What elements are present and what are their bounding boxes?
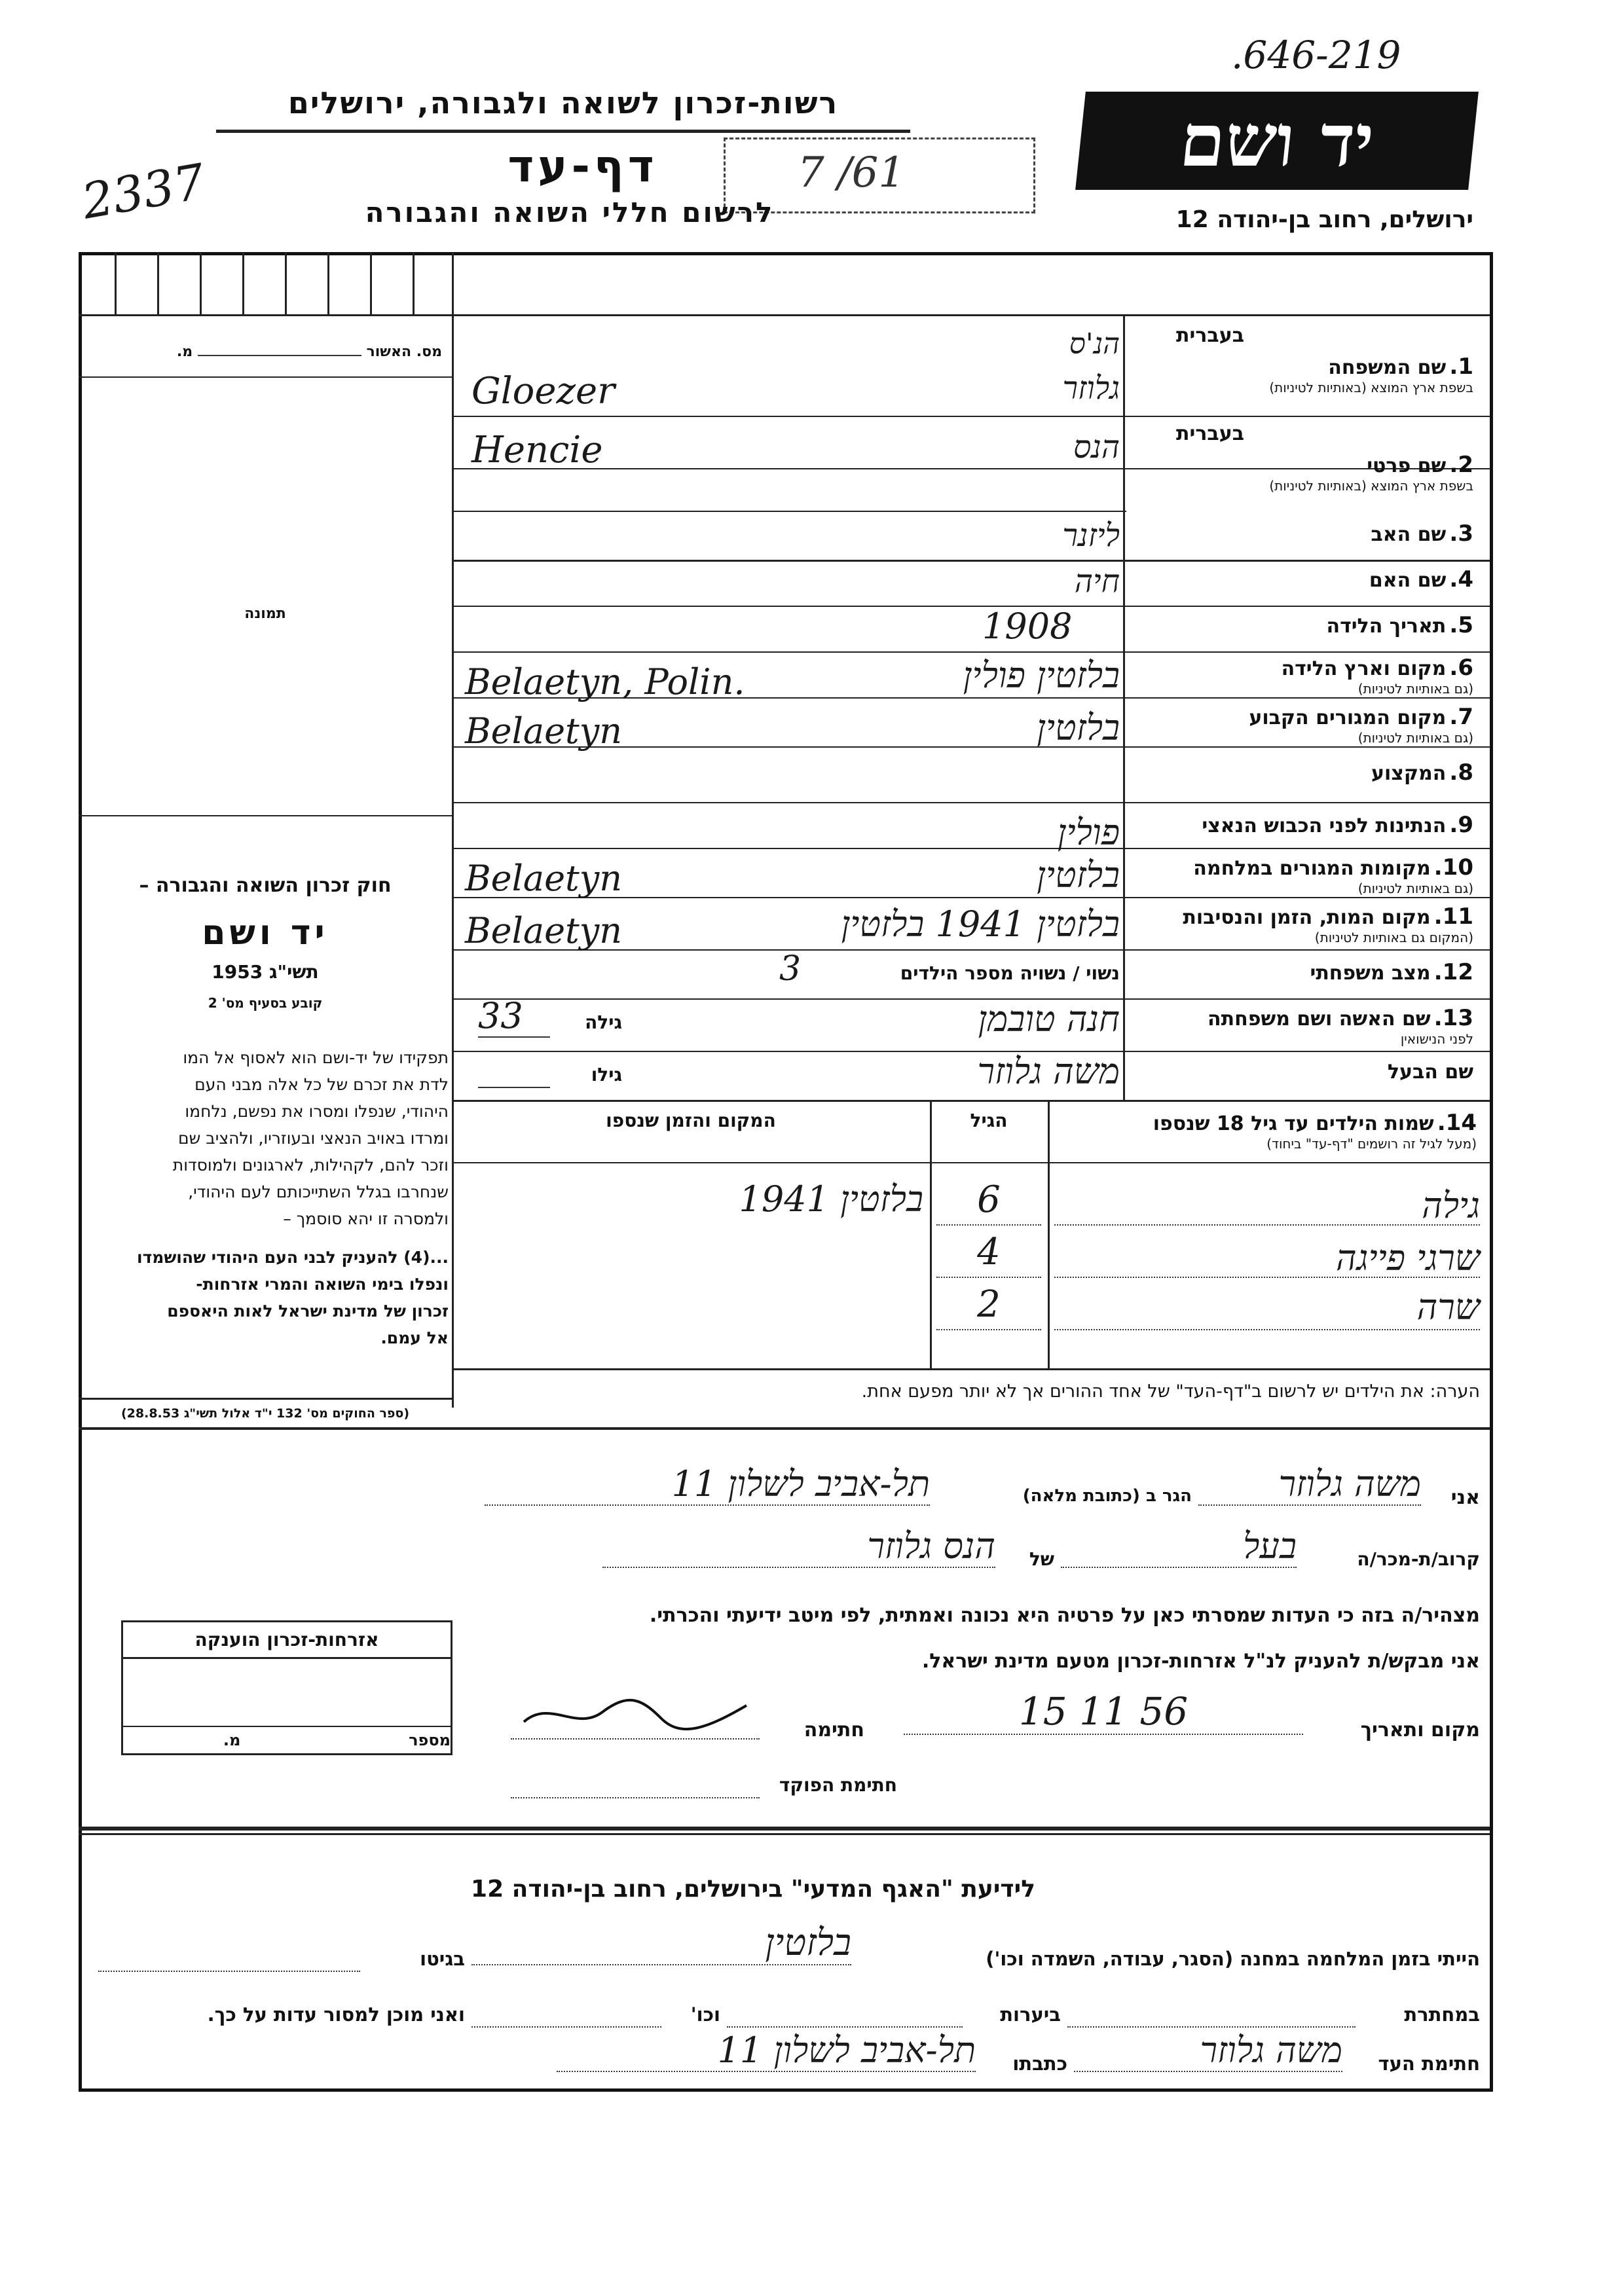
official-signature-label: חתימת הפוקד [779,1774,897,1796]
field-7-hw-he[interactable]: בלזטין [1037,707,1120,748]
logo-text: יד ושם [1175,98,1378,183]
note-text: הערה: את הילדים יש לרשום ב"דף-העד" של אחד ההורים אך לא יותר מפעם אחת. [861,1381,1480,1402]
cert-box-number-row [123,1726,451,1749]
cert-box-title: אזרחות-זכרון הוענקה [123,1622,451,1659]
field-13-age-label: גילה [585,1011,622,1033]
field-label: שם האב [1371,523,1447,546]
field-12-label [1133,959,1473,985]
children-header [1058,1110,1477,1152]
field-sub: (המקום גם באותיות לטיניות) [1314,930,1473,945]
label-col-divider [1123,314,1125,1100]
law-text-line: תפקידו של יד-ושם הוא לאסוף אל המו [183,1048,449,1067]
field-number: 10. [1433,854,1473,881]
husband-hw-name[interactable]: משה גלוזר [977,1051,1120,1092]
camp-line-value[interactable]: בלזטין [471,1922,851,1965]
law-text-line: אל עמם. [380,1328,449,1347]
field-9-label [1133,812,1473,838]
form-title: דף-עד [507,141,658,192]
field-11-hw-he[interactable]: בלזטין 1941 בלזטין [841,903,1120,945]
address-label: הגר ב (כתובת מלאה) [1022,1486,1192,1506]
husband-age-label: גילו [591,1064,622,1085]
children-col-divider-name [1048,1100,1050,1368]
etc-label: וכו' [690,2003,720,2026]
field-number: 1. [1449,354,1473,380]
field-number: 12. [1433,959,1473,985]
field-2-label [1133,452,1473,494]
law-title: חוק זכרון השואה והגבורה – [139,874,392,897]
field-1-label [1133,354,1473,395]
field-label: הנתינות לפני הכבוש הנאצי [1202,814,1447,837]
law-text-line: ולמסרה זו יהא סוסמך – [283,1209,449,1228]
signature-label: חתימה [803,1719,864,1741]
declarant-address[interactable]: תל-אביב לשלון 11 [485,1463,930,1506]
field-number: 9. [1449,812,1473,838]
field-10-hw-lat[interactable]: Belaetyn [465,858,623,899]
declarant-name[interactable]: משה גלוזר [1198,1463,1421,1506]
children-sub: (מעל לגיל זה רושמים "דף-עד" ביחוד) [1266,1136,1477,1152]
child-age[interactable]: 4 [977,1231,1001,1273]
field-number: 8. [1449,759,1473,786]
note-top-divider [452,1368,1490,1370]
child-name[interactable]: שרה [1416,1286,1480,1328]
law-clause: קובע בסעיף מס' 2 [208,995,323,1011]
archive-number: .646-219 [1231,33,1401,77]
field-label: שם האשה ושם משפחתה [1208,1008,1431,1030]
law-text-line: ...(4) להעניק לבני העם היהודי שהושמדו [136,1248,449,1267]
field-sub: (גם באותיות לטיניות) [1357,730,1473,746]
field-label: שם האם [1369,569,1447,592]
field-label: מקומות המגורים במלחמה [1193,857,1431,880]
law-name: יד ושם [202,913,329,953]
law-text-line: לדת את זכרם של כל אלה מבני העם [194,1075,449,1094]
field-label: מצב משפחתי [1310,962,1431,985]
org-line: רשות-זכרון לשואה ולגבורה, ירושלים [287,85,839,120]
field-label: שם המשפחה [1328,356,1447,379]
form-subtitle: לרשום חללי השואה והגבורה [365,196,775,228]
header-address: ירושלים, רחוב בן-יהודה 12 [1175,206,1473,233]
ready-to-testify: ואני מוכן למסור עדות על כך. [207,2003,465,2026]
field-5-label [1133,612,1473,638]
left-col-divider [452,314,454,1408]
law-text-line: שנחרבו בגלל השתייכותם לעם היהודי, [188,1182,449,1201]
forests-label: ביערות [1000,2003,1061,2026]
place-date-label: מקום ותאריך [1360,1719,1480,1741]
corner-number: 2337 [77,153,210,230]
field-number: 2. [1449,452,1473,478]
serial-label: מס. האשור [366,344,442,360]
law-text-line: וזכר להם, לקהילות, לארגונים ולמוסדות [172,1156,449,1175]
child-place[interactable]: בלזטין 1941 [739,1178,923,1220]
children-header-divider [452,1162,1490,1163]
field-sub: (גם באותיות לטיניות) [1357,881,1473,896]
field-4-hw[interactable]: חיה [1074,563,1120,600]
serial-row [88,344,442,360]
field-sub: (גם באותיות לטיניות) [1357,681,1473,697]
ghetto-line[interactable] [98,1971,360,1972]
husband-label [1133,1061,1473,1084]
signature-scribble [511,1686,760,1738]
etc-line[interactable] [471,2026,661,2028]
org-underline [216,130,910,133]
field-2-hw-lat[interactable]: Hencie [471,429,603,471]
field-11-hw-lat[interactable]: Belaetyn [465,910,623,951]
field-6-hw-lat[interactable]: Belaetyn, Polin. [465,661,745,702]
field-10-hw-he[interactable]: בלזטין [1037,854,1120,896]
field-1-hw-top: הנ'ס [1069,327,1120,361]
children-place-header: המקום והזמן שנספו [606,1110,776,1131]
photo-divider [79,815,452,816]
field-label: המקצוע [1371,762,1447,785]
bottom-divider-2 [79,1833,1490,1835]
child-name[interactable]: גילה [1422,1185,1480,1226]
law-bottom-divider [79,1398,452,1400]
declarant-signature[interactable] [511,1686,760,1740]
field-number: 7. [1449,704,1473,730]
field-13-label [1133,1005,1473,1047]
field-12-hw-children[interactable]: 3 [779,949,802,989]
of-value[interactable]: הנס גלוזר [602,1525,995,1568]
cert-box-num-label: מספר [409,1731,451,1749]
law-reference: (ספר החוקים מס' 132 י"ד אלול תשי"ג 28.8.53) [120,1406,410,1421]
field-number: 5. [1449,612,1473,638]
witness-addr-value[interactable]: תל-אביב לשלון 11 [557,2030,976,2072]
underground-line[interactable] [1067,2026,1356,2028]
field-13-hw-age[interactable]: 33 [478,995,550,1038]
underground-label: במחתרת [1404,2003,1480,2026]
of-label: של [1029,1548,1054,1570]
children-title: שמות הילדים עד גיל 18 שנספו [1153,1112,1434,1135]
field-2-hw-he[interactable]: הנס [1073,429,1120,465]
law-year: תשי"ג 1953 [212,961,319,983]
witness-sig-label: חתימת העד [1378,2052,1480,2075]
law-text-line: ונפלו בימי השואה והמרי אזרחות- [196,1275,449,1294]
field-label: מקום וארץ הלידה [1281,657,1447,680]
children-col-divider-age [930,1100,932,1368]
witness-addr-label: כתבתו [1012,2052,1067,2075]
statement-2: אני מבקש/ת להעניק לנ"ל אזרחות-זכרון מטעם מדינת ישראל. [921,1650,1480,1673]
field-label: שם פרטי [1367,454,1447,477]
field-8-label [1133,759,1473,786]
bottom-title: לידיעת "האגף המדעי" בירושלים, רחוב בן-יהודה 12 [471,1876,1035,1903]
field-3-label [1133,520,1473,547]
child-name[interactable]: שרגי פייגה [1336,1237,1480,1279]
field-13-hw-name[interactable]: חנה טובמן [978,998,1120,1040]
bottom-divider-1 [79,1827,1490,1831]
field-7-label [1133,704,1473,746]
children-age-header: הגיל [970,1110,1008,1131]
field-1-hw-lat[interactable]: Gloezer [471,370,615,412]
field-9-hw[interactable]: פולין [1057,812,1120,853]
field-sub: בשפת ארץ המוצא (באותיות לטיניות) [1269,478,1473,494]
law-text-line: זכרון של מדינת ישראל לאות היאספם [167,1302,449,1321]
note-bottom-divider [79,1427,1490,1430]
certificate-box [121,1620,452,1755]
child-age[interactable]: 6 [977,1178,1001,1221]
field-5-hw[interactable]: 1908 [982,606,1073,647]
field-number: 4. [1449,566,1473,592]
field-3-hw[interactable]: ליזנר [1062,517,1120,554]
field-label: שם הבעל [1387,1061,1473,1084]
law-text [82,1044,449,1351]
field-7-hw-lat[interactable]: Belaetyn [465,710,623,752]
camp-line-label: הייתי בזמן המלחמה במחנה (הסגר, עבודה, השמדה וכו') [986,1948,1480,1970]
field-6-hw-he[interactable]: בלזטין פולין [963,655,1120,696]
hebrew-header: בעברית [1176,324,1244,347]
ani-label: אני [1450,1486,1480,1509]
field-6-label [1133,655,1473,697]
field-11-label [1133,903,1473,945]
field-number: 13. [1433,1005,1473,1031]
field-number: 14. [1437,1110,1477,1136]
field-number: 6. [1449,655,1473,681]
forests-line[interactable] [727,2026,963,2028]
ghetto-label: בגיטו [420,1948,465,1970]
stamp-number: 7 /61 [798,149,906,197]
field-sub: לפני הנישואין [1400,1031,1473,1047]
relation-value[interactable]: בעל [1061,1525,1297,1568]
statement-1: מצהיר/ה בזה כי העדות שמסרתי כאן על פרטיה היא נכונה ואמתית, לפי מיטב ידיעתי והכרתי. [649,1604,1480,1627]
field-label: תאריך הלידה [1326,615,1447,638]
field-4-label [1133,566,1473,592]
relation-label: קרוב/ת-מכר/ה [1357,1548,1480,1570]
husband-age-line[interactable] [478,1087,550,1088]
serial-divider [79,376,452,378]
field-1-hw-he[interactable]: גלוזר [1062,370,1120,407]
field-label: מקום המגורים הקבוע [1249,706,1447,729]
witness-sig-value[interactable]: משה גלוזר [1074,2030,1342,2072]
yad-vashem-logo [1075,92,1479,190]
cert-box-m: מ. [223,1731,241,1749]
child-age[interactable]: 2 [977,1283,1001,1326]
field-number: 11. [1433,903,1473,930]
field-10-label [1133,854,1473,896]
law-text-line: ומרדו באויב הנאצי ובעוזריו, ולהציב שם [178,1129,449,1148]
hebrew-header: בעברית [1176,422,1244,445]
photo-label: תמונה [244,606,286,622]
law-text-line: היהודי, שנפלו ומסרו את נפשם, נלחמו [185,1102,449,1121]
official-signature-line[interactable] [511,1797,760,1798]
field-label: מקום המות, הזמן והנסיבות [1183,906,1431,929]
cells-divider [79,314,1490,316]
serial-suffix: מ. [176,344,193,360]
field-sub: בשפת ארץ המוצא (באותיות לטיניות) [1269,380,1473,395]
date-value[interactable]: 15 11 56 [904,1689,1303,1735]
field-number: 3. [1449,520,1473,547]
field-12-inline: נשוי / נשויה מספר הילדים [900,962,1120,984]
